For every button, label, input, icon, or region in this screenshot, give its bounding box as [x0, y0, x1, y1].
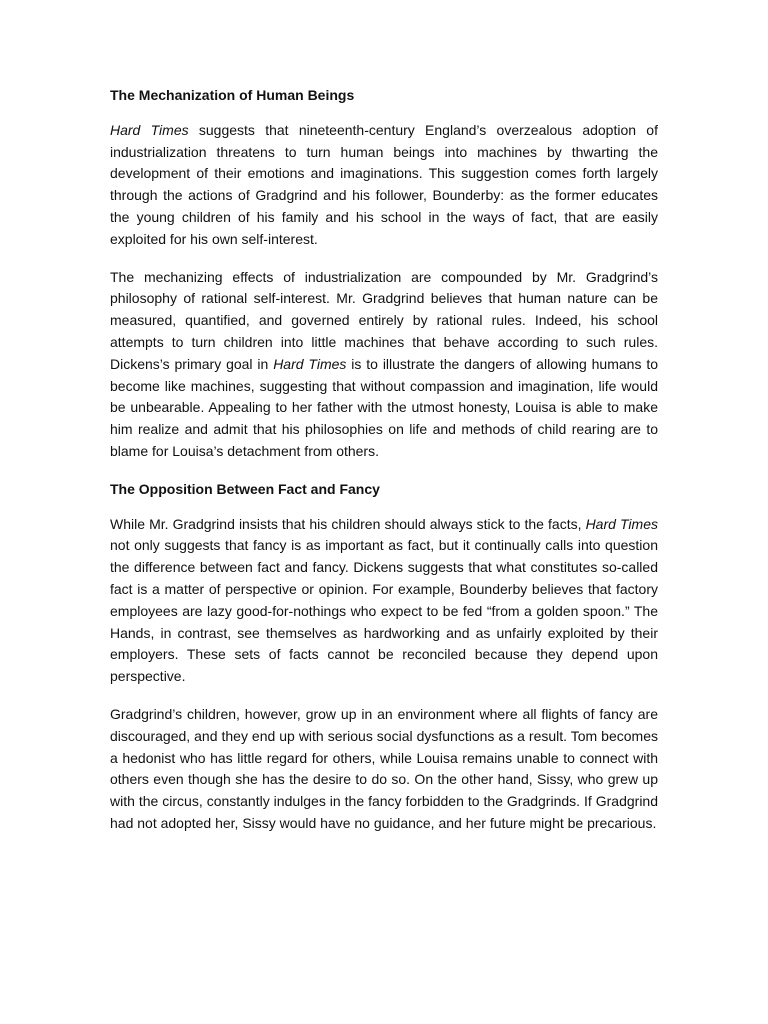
- paragraph: [110, 704, 658, 835]
- section-heading: The Mechanization of Human Beings: [110, 87, 355, 103]
- paragraph-text: Gradgrind’s children, however, grow up in an environment where all flights of fancy are discouraged, and they end up with serious social dysfunctions as a result. Tom becomes a hedonist who has little regard for others, while Louisa remains unable to connect with others even though she has the desire to do so. On the other hand, Sissy, who grew up with the circus, constantly indulges in the fancy forbidden to the Gradgrinds. If Gradgrind had not adopted her, Sissy would have no guidance, and her future might be precarious.: [110, 705, 658, 831]
- paragraph: [110, 514, 658, 688]
- paragraph-text: While Mr. Gradgrind insists that his children should always stick to the facts,: [110, 515, 586, 532]
- book-title: Hard Times: [273, 355, 347, 372]
- paragraph-text: is to illustrate the dangers of allowing humans to become like machines, suggesting that without compassion and imagination, life would be unbearable. Appealing to her father with the utmost honesty, Louisa is able to make him realize and admit that his philosophies on life and methods of child rearing are to blame for Louisa’s detachment from others.: [110, 355, 658, 459]
- paragraph-text: not only suggests that fancy is as important as fact, but it continually calls into question the difference between fact and fancy. Dickens suggests that what constitutes so-called fact is a matter of perspective or opinion. For example, Bounderby believes that factory employees are lazy good-for-nothings who expect to be fed “from a golden spoon.” The Hands, in contrast, see themselves as hardworking and as unfairly exploited by their employers. These sets of facts cannot be reconciled because they depend upon perspective.: [110, 537, 658, 685]
- section-heading: The Opposition Between Fact and Fancy: [110, 480, 380, 497]
- book-title: Hard Times: [110, 121, 189, 138]
- paragraph: [110, 267, 658, 463]
- book-title: Hard Times: [585, 515, 658, 532]
- paragraph: [110, 120, 658, 251]
- paragraph-text: suggests that nineteenth-century England’s overzealous adoption of industrialization threatens to turn human beings into machines by thwarting the development of their emotions and imaginations. This suggestion comes forth largely through the actions of Gradgrind and his follower, Bounderby: as the former educates the young children of his family and his school in the ways of fact, that are easily exploited for his own self-interest.: [110, 121, 658, 247]
- document-page: [110, 85, 658, 851]
- paragraph-text: The mechanizing effects of industrialization are compounded by Mr. Gradgrind’s philosophy of rational self-interest. Mr. Gradgrind believes that human nature can be measured, quantified, and governed entirely by rational rules. Indeed, his school attempts to turn children into little machines that behave according to such rules. Dickens’s primary goal in: [110, 268, 658, 372]
